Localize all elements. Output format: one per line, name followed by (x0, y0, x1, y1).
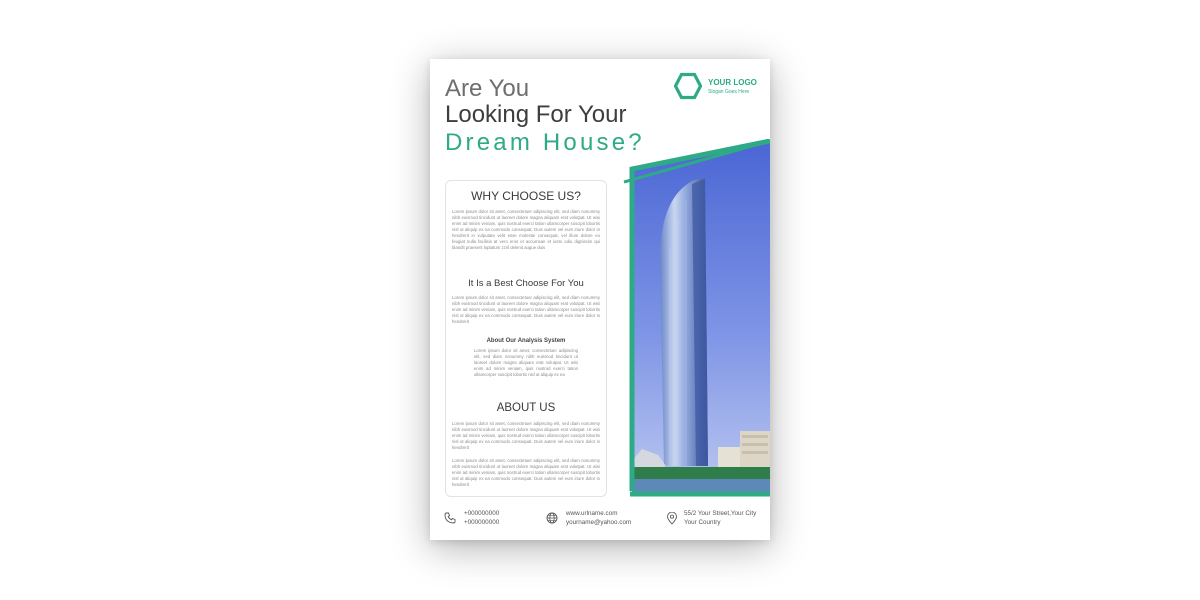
headline (445, 76, 645, 158)
web-email (566, 510, 631, 527)
address-lines (684, 510, 756, 527)
analysis-system-text: Lorem ipsum dolor sit amet, consectetuer adipiscing elit, sed diam nonummy nibh euismod tincidunt ut laoreet dolore magna aliquam erat volutpat. Ut wisi enim ad minim veniam, quis nostrud exerci tation ullamcorper suscipit lobortis nisl ut aliquip ex ea (474, 348, 578, 377)
phone-icon (444, 512, 456, 524)
hexagon-logo-icon (674, 72, 702, 100)
phone-2: +000000000 (464, 518, 500, 526)
analysis-system-heading: About Our Analysis System (486, 338, 566, 344)
email-address: yourname@yahoo.com (566, 518, 632, 526)
about-us-heading: ABOUT US (496, 402, 556, 414)
phone-numbers (464, 510, 499, 527)
logo (674, 72, 764, 100)
logo-name: YOUR LOGO (708, 78, 757, 87)
headline-line-2: Looking For Your (445, 101, 627, 128)
best-choose-text: Lorem ipsum dolor sit amet, consectetuer adipiscing elit, sed diam nonummy nibh euismod tincidunt ut laoreet dolore magna aliquam erat volutpat. Ut wisi enim ad minim veniam, quis nostrud exerci tation ullamcorper suscipit lobortis nisl ut aliquip ex ea commodo consequat. Duis autem vel eum iriure dolor in hendrerit (452, 295, 600, 324)
headline-line-3: Dream House? (445, 129, 645, 156)
why-choose-us-text: Lorem ipsum dolor sit amet, consectetuer adipiscing elit, sed diam nonummy nibh euismod tincidunt ut laoreet dolore magna aliquam erat volutpat. Ut wisi enim ad minim veniam, quis nostrud exerci tation ullamcorper suscipit lobortis nisl ut aliquip ex ea commodo consequat. Duis autem vel eum iriure dolor in hendrerit in vulputate velit esse molestie consequat, vel illum dolore eu feugiat nulla facilisis at vero eros et accumsan et iusto odio dignissim qui blandit praesent luptatum zzril delenit augue duis (452, 209, 600, 250)
info-card (445, 180, 607, 497)
headline-line-1: Are You (445, 75, 530, 102)
logo-slogan: Slogan Goes Here (708, 89, 750, 95)
building-photo (622, 139, 770, 499)
why-choose-us-heading: WHY CHOOSE US? (471, 189, 581, 203)
globe-icon (546, 512, 558, 524)
about-us-text-2: Lorem ipsum dolor sit amet, consectetuer adipiscing elit, sed diam nonummy nibh euismod tincidunt ut laoreet dolore magna aliquam erat volutpat. Ut wisi enim ad minim veniam, quis nostrud exerci tation ullamcorper suscipit lobortis nisl ut aliquip ex ea commodo consequat. Duis autem vel eum iriure dolor in hendrerit (452, 458, 600, 487)
flyer-page (430, 59, 770, 540)
location-pin-icon (666, 512, 678, 525)
contact-footer (430, 506, 770, 536)
best-choose-heading: It Is a Best Choose For You (468, 278, 584, 289)
address-line-1: 55/2 Your Street,Your City (684, 510, 757, 517)
about-us-text-1: Lorem ipsum dolor sit amet, consectetuer adipiscing elit, sed diam nonummy nibh euismod tincidunt ut laoreet dolore magna aliquam erat volutpat. Ut wisi enim ad minim veniam, quis nostrud exerci tation ullamcorper suscipit lobortis nisl ut aliquip ex ea commodo consequat. Duis autem vel eum iriure dolor in hendrerit (452, 421, 600, 450)
website-url: www.urlname.com (566, 510, 618, 517)
address-line-2: Your Country (684, 518, 721, 526)
phone-1: +000000000 (464, 510, 500, 517)
